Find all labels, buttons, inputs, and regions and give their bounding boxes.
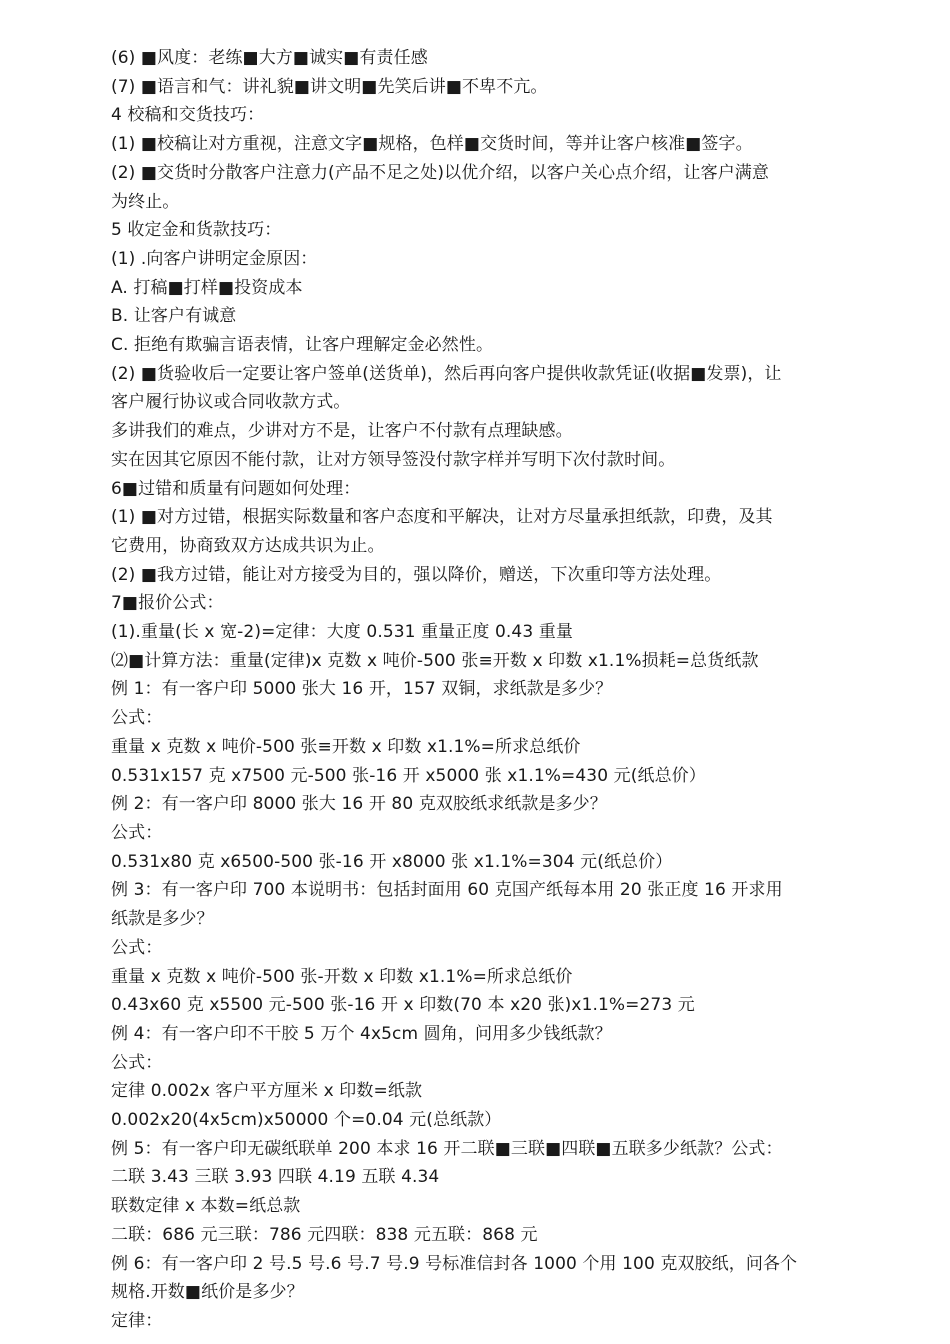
formula-line: 重量 x 克数 x 吨价-500 张-开数 x 印数 x1.1%=所求总纸价: [111, 966, 573, 987]
example-line: 例 4：有一客户印不干胶 5 万个 4x5cm 圆角，问用多少钱纸款？: [111, 1023, 612, 1044]
formula-line: 重量 x 克数 x 吨价-500 张≡开数 x 印数 x1.1%=所求总纸价: [111, 736, 581, 757]
example-line: 例 2：有一客户印 8000 张大 16 开 80 克双胶纸求纸款是多少？: [111, 794, 607, 815]
section-heading: 5 收定金和货款技巧：: [111, 220, 282, 241]
example-line: 例 3：有一客户印 700 本说明书：包括封面用 60 克国产纸每本用 20 张正度 16 开求用: [111, 880, 783, 901]
text-line: 客户履行协议或合同收款方式。: [111, 392, 351, 413]
formula-label: 公式：: [111, 937, 163, 958]
example-line: 例 5：有一客户印无碳纸联单 200 本求 16 开二联■三联■四联■五联多少纸款？公式：: [111, 1138, 783, 1159]
text-line: (1) .向客户讲明定金原因：: [111, 248, 318, 269]
formula-line: 二联 3.43 三联 3.93 四联 4.19 五联 4.34: [111, 1167, 440, 1188]
text-line: (1) ■对方过错，根据实际数量和客户态度和平解决，让对方尽量承担纸款，印费，及其: [111, 507, 773, 528]
formula-line: 0.531x157 克 x7500 元-500 张-16 开 x5000 张 x1.1%=430 元(纸总价）: [111, 765, 706, 786]
text-line: (1) ■校稿让对方重视，注意文字■规格，色样■交货时间，等并让客户核准■签字。: [111, 134, 753, 155]
text-line: (2) ■交货时分散客户注意力(产品不足之处)以优介绍，以客户关心点介绍，让客户满意: [111, 162, 770, 183]
example-line: 例 6：有一客户印 2 号.5 号.6 号.7 号.9 号标准信封各 1000 个用 100 克双胶纸，问各个: [111, 1253, 798, 1274]
document-body: [111, 44, 851, 1336]
formula-label: 公式：: [111, 822, 163, 843]
text-line: 多讲我们的难点，少讲对方不是，让客户不付款有点理缺感。: [111, 421, 573, 442]
formula-line: 定律 0.002x 客户平方厘米 x 印数=纸款: [111, 1081, 423, 1102]
text-line: (6) ■风度：老练■大方■诚实■有责任感: [111, 48, 428, 68]
formula-line: 0.43x60 克 x5500 元-500 张-16 开 x 印数(70 本 x20 张)x1.1%=273 元: [111, 995, 695, 1016]
formula-line: 联数定律 x 本数=纸总款: [111, 1196, 301, 1217]
formula-label: 定律：: [111, 1310, 163, 1331]
formula-line: 二联：686 元三联：786 元四联：838 元五联：868 元: [111, 1224, 538, 1245]
text-line: B. 让客户有诚意: [111, 306, 237, 327]
example-line: 规格.开数■纸价是多少？: [111, 1282, 304, 1303]
formula-label: 公式：: [111, 708, 163, 729]
text-line: (2) ■货验收后一定要让客户签单(送货单)，然后再向客户提供收款凭证(收据■发票)，让: [111, 363, 782, 384]
text-line: 实在因其它原因不能付款，让对方领导签没付款字样并写明下次付款时间。: [111, 449, 676, 470]
text-line: (7) ■语言和气：讲礼貌■讲文明■先笑后讲■不卑不亢。: [111, 76, 548, 97]
formula-label: 公式：: [111, 1052, 163, 1073]
text-line: A. 打稿■打样■投资成本: [111, 277, 303, 298]
text-line: ⑵■计算方法：重量(定律)x 克数 x 吨价-500 张≡开数 x 印数 x1.1%损耗=总货纸款: [111, 650, 759, 671]
text-line: (1).重量(长 x 宽-2)=定律：大度 0.531 重量正度 0.43 重量: [111, 622, 573, 643]
text-line: 它费用，协商致双方达成共识为止。: [111, 535, 385, 556]
section-heading: 4 校稿和交货技巧：: [111, 105, 265, 126]
text-line: 为终止。: [111, 191, 180, 212]
example-line: 纸款是多少？: [111, 909, 214, 930]
formula-line: 0.531x80 克 x6500-500 张-16 开 x8000 张 x1.1%=304 元(纸总价）: [111, 851, 673, 872]
formula-line: 0.002x20(4x5cm)x50000 个=0.04 元(总纸款）: [111, 1110, 502, 1131]
text-line: C. 拒绝有欺骗言语表情，让客户理解定金必然性。: [111, 335, 494, 356]
section-heading: 6■过错和质量有问题如何处理：: [111, 478, 361, 499]
text-line: (2) ■我方过错，能让对方接受为目的，强以降价，赠送，下次重印等方法处理。: [111, 564, 722, 585]
example-line: 例 1：有一客户印 5000 张大 16 开，157 双铜，求纸款是多少？: [111, 679, 613, 700]
section-heading: 7■报价公式：: [111, 593, 224, 614]
